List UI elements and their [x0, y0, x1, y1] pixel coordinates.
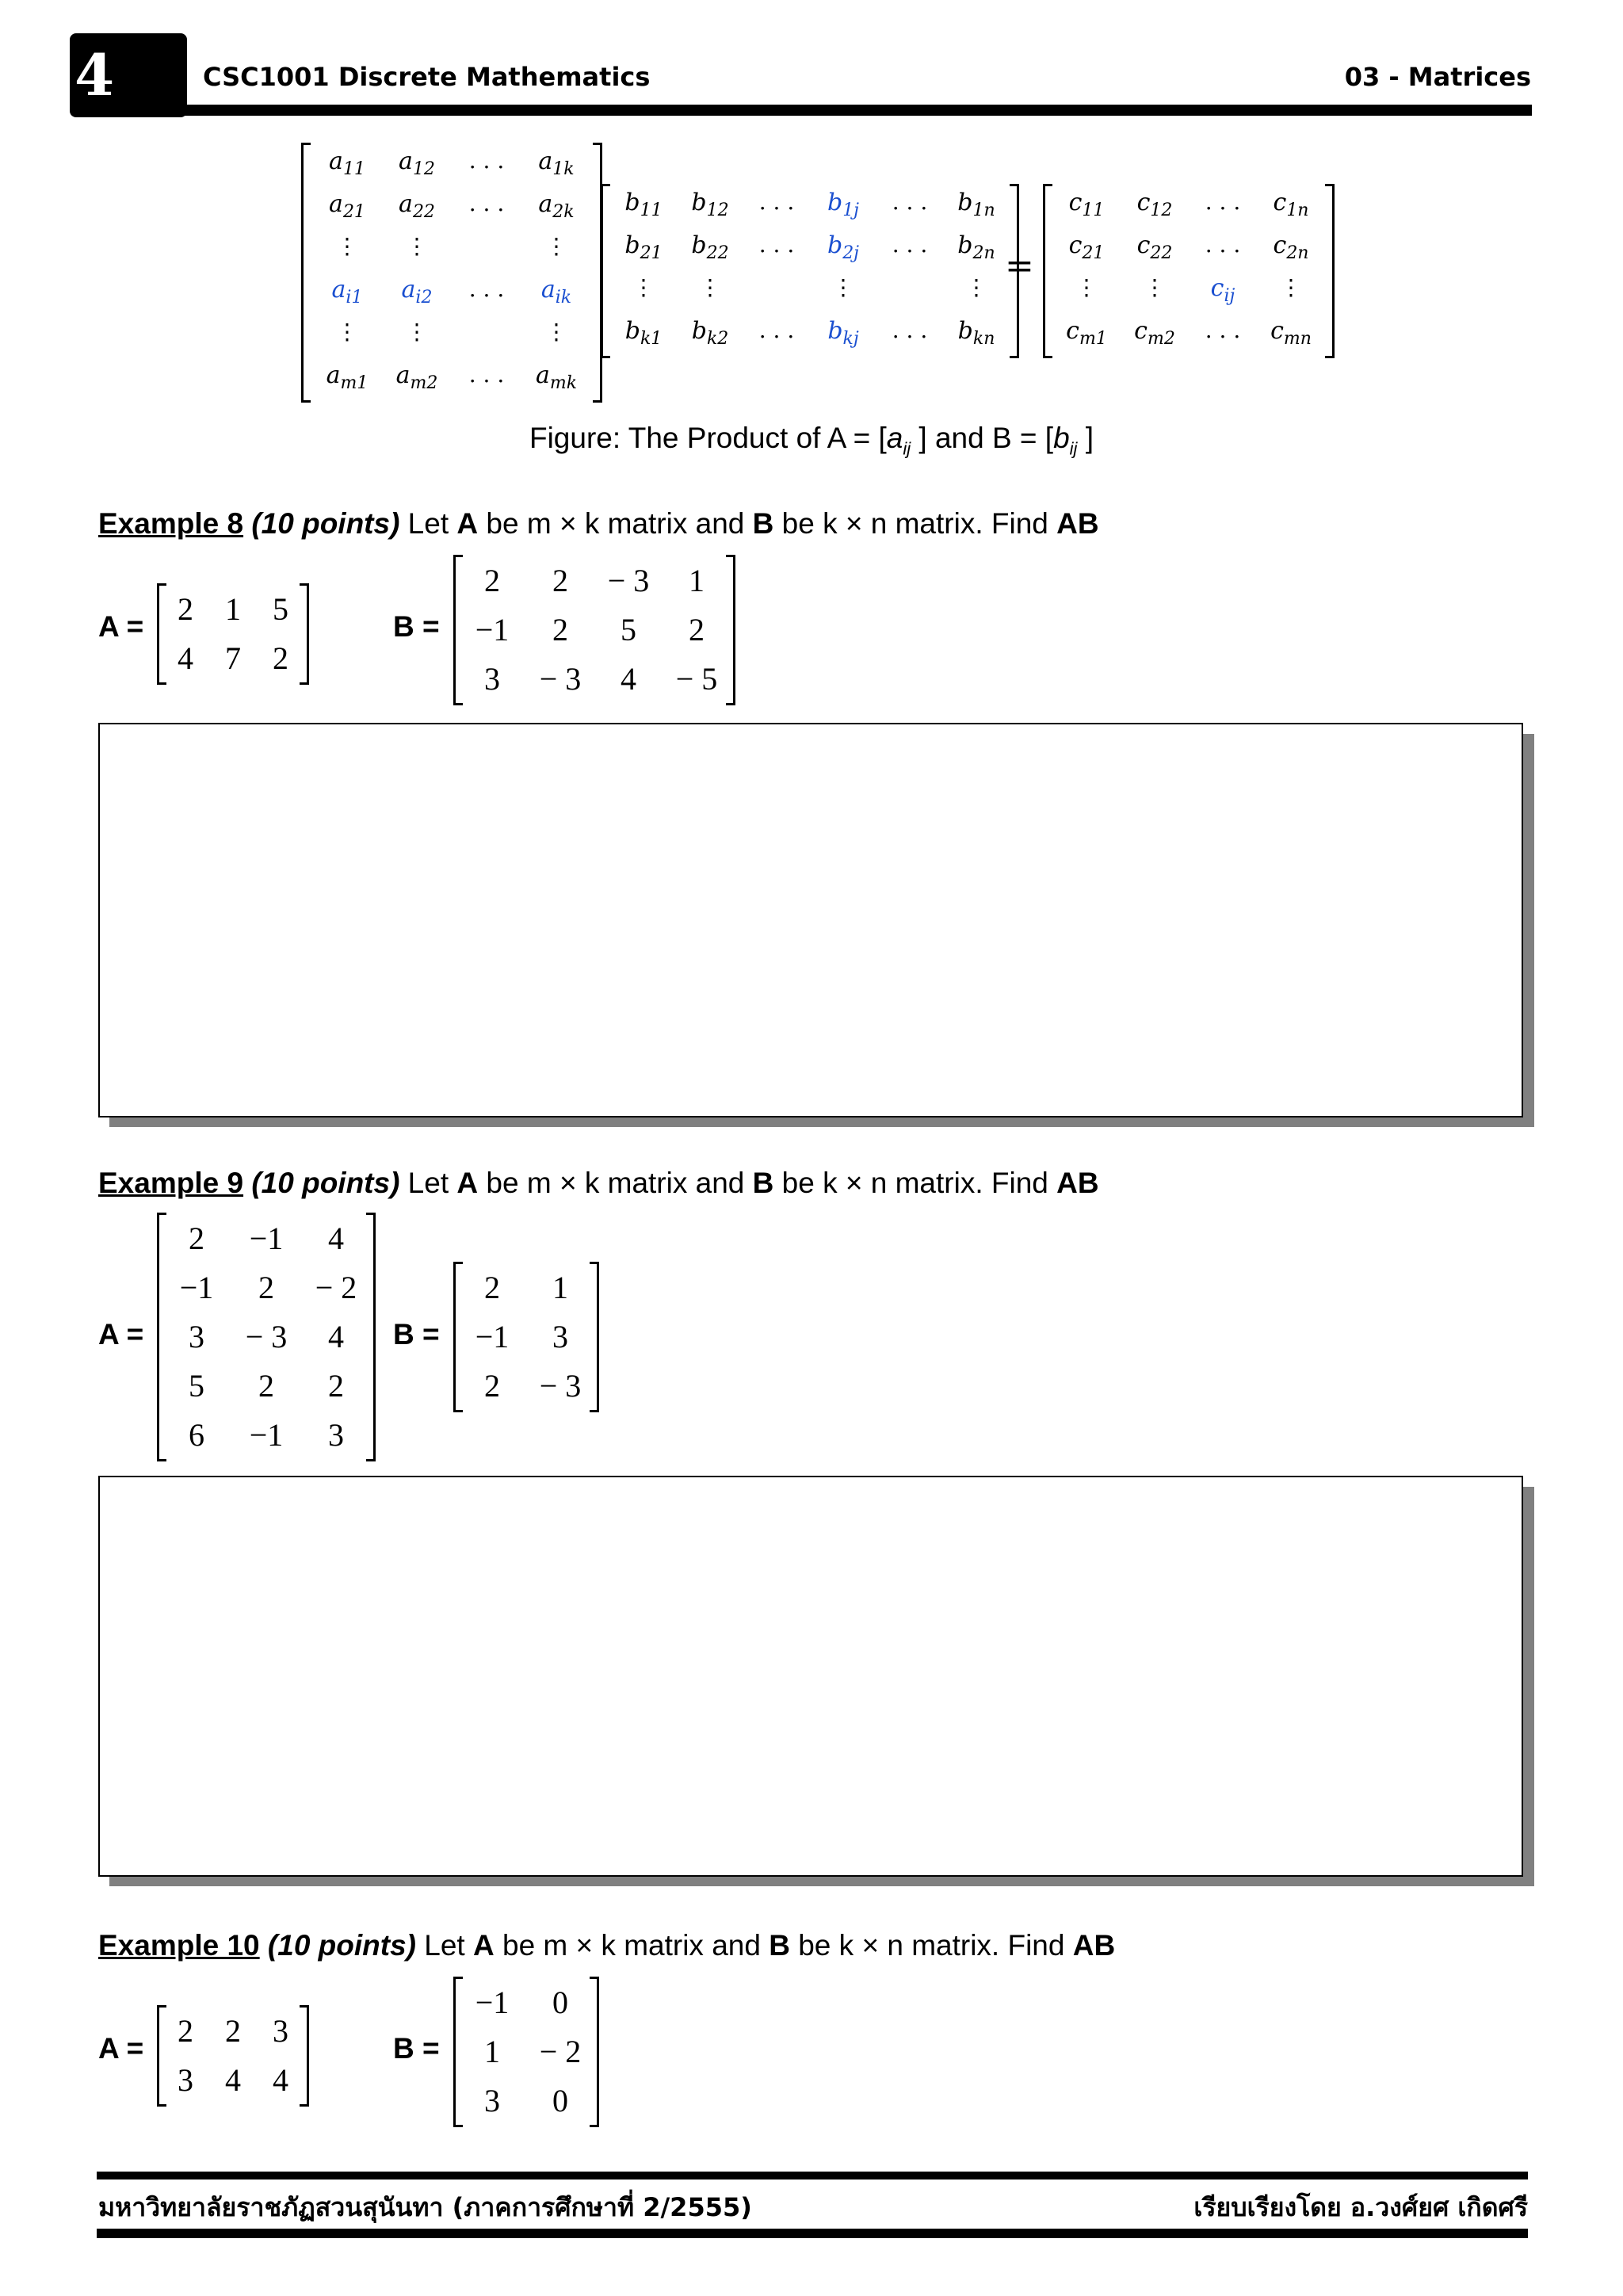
example-8-title: Example 8 (10 points) Let A be m × k matrix and B be k × n matrix. Find AB	[98, 507, 1099, 540]
matrix-entry: 0	[552, 1985, 568, 2020]
matrix-entry: − 3	[539, 1368, 582, 1404]
matrix-entry: 5	[273, 591, 288, 627]
footer-bottom-rule	[97, 2229, 1528, 2238]
matrix-entry: 5	[189, 1368, 204, 1404]
matrix-entry: 2	[178, 2013, 193, 2049]
matrix-entry: $c_{mn}$	[1270, 317, 1312, 349]
example-10-matrix-b	[453, 1977, 599, 2127]
matrix-entry: − 3	[539, 661, 582, 697]
matrix-right-bracket	[1325, 184, 1335, 358]
example-10-a-label: A =	[98, 2032, 144, 2065]
matrix-entry: 1	[552, 1270, 568, 1305]
matrix-entry: 4	[328, 1319, 344, 1354]
matrix-entry: $c_{11}$	[1068, 189, 1105, 220]
matrix-entry: $b_{22}$	[691, 231, 729, 263]
matrix-entry: $a_{12}$	[399, 147, 435, 179]
header-rule	[181, 105, 1532, 116]
matrix-entry: ⋮	[832, 274, 854, 300]
matrix-entry: $b_{k2}$	[691, 317, 729, 349]
matrix-entry: $a_{mk}$	[535, 361, 578, 393]
matrix-entry: 3	[552, 1319, 568, 1354]
matrix-entry: 3	[484, 661, 500, 697]
figure-caption: Figure: The Product of $A = [a_{ij}$ ] and $B = [b_{ij}$ ]	[529, 422, 1094, 459]
example-9-matrix-a	[157, 1213, 376, 1461]
matrix-entry: $a_{22}$	[399, 190, 435, 222]
matrix-entry: $a_{11}$	[329, 147, 365, 179]
figure-matrix-c	[1043, 184, 1335, 358]
matrix-entry: $a_{i2}$	[401, 276, 433, 308]
matrix-entry: 1	[689, 563, 705, 598]
footer-top-rule	[97, 2172, 1528, 2179]
example-9-a-label: A =	[98, 1318, 144, 1350]
matrix-entry: ⋮	[545, 319, 567, 345]
figure-matrix-b	[601, 184, 1019, 358]
matrix-entry: 4	[225, 2062, 241, 2098]
matrix-entry: $a_{m2}$	[395, 361, 438, 393]
matrix-entry: −1	[179, 1270, 214, 1305]
matrix-entry: $c_{22}$	[1136, 231, 1173, 263]
matrix-entry: −1	[249, 1221, 284, 1256]
matrix-entry: $c_{12}$	[1136, 189, 1173, 220]
matrix-entry: $c_{m1}$	[1066, 317, 1107, 349]
matrix-entry: 2	[552, 563, 568, 598]
chapter-title: 03 - Matrices	[1344, 62, 1531, 92]
example-10-matrix-a	[157, 2005, 309, 2107]
equals-sign: =	[1005, 246, 1034, 286]
matrix-entry: . . .	[468, 276, 505, 302]
matrix-entry: 2	[273, 640, 288, 676]
matrix-entry: $b_{2n}$	[957, 231, 995, 263]
matrix-entry: $a_{i1}$	[331, 276, 363, 308]
matrix-entry: 2	[484, 563, 500, 598]
example-8-matrix-a	[157, 583, 309, 685]
matrix-entry: $a_{ik}$	[540, 276, 572, 308]
matrix-entry: . . .	[758, 189, 795, 215]
example-8-matrix-b	[453, 555, 735, 705]
matrix-entry: −1	[475, 1319, 510, 1354]
matrix-entry: . . .	[1205, 231, 1241, 258]
matrix-entry: 2	[225, 2013, 241, 2049]
footer-university: มหาวิทยาลัยราชภัฏสวนสุนันทา (ภาคการศึกษาที่ 2/2555)	[98, 2192, 752, 2222]
matrix-entry: . . .	[1205, 317, 1241, 343]
matrix-entry: 2	[552, 612, 568, 648]
matrix-entry: ⋮	[545, 233, 567, 259]
example-9-matrix-b	[453, 1262, 599, 1412]
matrix-entry: . . .	[1205, 189, 1241, 215]
matrix-entry: $b_{1n}$	[957, 189, 995, 220]
matrix-entry: $c_{21}$	[1068, 231, 1105, 263]
footer-author: เรียบเรียงโดย อ.วงศ์ยศ เกิดศรี	[1193, 2192, 1528, 2222]
matrix-entry: −1	[249, 1417, 284, 1453]
course-title: CSC1001 Discrete Mathematics	[203, 62, 651, 92]
matrix-entry: $c_{1n}$	[1273, 189, 1309, 220]
matrix-entry: $a_{m1}$	[326, 361, 369, 393]
matrix-entry: 5	[621, 612, 636, 648]
example-8-answer-box[interactable]	[98, 723, 1523, 1117]
matrix-entry: 2	[484, 1368, 500, 1404]
matrix-entry: − 2	[539, 2034, 582, 2069]
matrix-entry: −1	[475, 1985, 510, 2020]
example-9-title: Example 9 (10 points) Let A be m × k matrix and B be k × n matrix. Find AB	[98, 1167, 1099, 1199]
matrix-entry: − 2	[315, 1270, 357, 1305]
matrix-left-bracket	[301, 143, 311, 403]
matrix-entry: 2	[484, 1270, 500, 1305]
matrix-entry: − 3	[245, 1319, 288, 1354]
example-8-b-label: B =	[393, 610, 440, 643]
matrix-entry: 4	[273, 2062, 288, 2098]
example-9-answer-box[interactable]	[98, 1476, 1523, 1877]
matrix-entry: ⋮	[1075, 274, 1098, 300]
matrix-entry: − 3	[607, 563, 650, 598]
matrix-entry: ⋮	[965, 274, 987, 300]
matrix-entry: $c_{m2}$	[1134, 317, 1175, 349]
matrix-entry: ⋮	[406, 233, 428, 259]
matrix-entry: . . .	[892, 231, 928, 258]
matrix-entry: 4	[621, 661, 636, 697]
matrix-entry: . . .	[892, 317, 928, 343]
matrix-entry: 3	[189, 1319, 204, 1354]
example-8-a-label: A =	[98, 610, 144, 643]
matrix-entry: $c_{2n}$	[1273, 231, 1309, 263]
matrix-entry: ⋮	[336, 319, 358, 345]
matrix-entry: $c_{ij}$	[1210, 274, 1235, 306]
matrix-entry: ⋮	[1144, 274, 1166, 300]
matrix-entry: ⋮	[632, 274, 655, 300]
matrix-entry: 3	[273, 2013, 288, 2049]
matrix-entry: $b_{21}$	[624, 231, 663, 263]
matrix-entry: 3	[178, 2062, 193, 2098]
matrix-entry: − 5	[675, 661, 718, 697]
matrix-entry: $a_{2k}$	[538, 190, 575, 222]
matrix-entry: 6	[189, 1417, 204, 1453]
matrix-entry: 2	[328, 1368, 344, 1404]
matrix-entry: $a_{21}$	[329, 190, 365, 222]
matrix-entry: 3	[484, 2083, 500, 2118]
matrix-entry: $b_{11}$	[624, 189, 663, 220]
matrix-entry: $b_{kj}$	[827, 317, 859, 349]
matrix-entry: 1	[225, 591, 241, 627]
matrix-entry: . . .	[468, 147, 505, 174]
matrix-left-bracket	[601, 184, 610, 358]
matrix-entry: 2	[258, 1270, 274, 1305]
matrix-entry: 1	[484, 2034, 500, 2069]
example-10-b-label: B =	[393, 2032, 440, 2065]
matrix-entry: . . .	[468, 361, 505, 388]
matrix-entry: . . .	[468, 190, 505, 216]
matrix-entry: ⋮	[1280, 274, 1302, 300]
matrix-entry: $b_{1j}$	[827, 189, 860, 220]
matrix-entry: 2	[178, 591, 193, 627]
matrix-entry: ⋮	[336, 233, 358, 259]
matrix-entry: . . .	[758, 317, 795, 343]
matrix-entry: 2	[689, 612, 705, 648]
figure-matrix-a	[301, 143, 602, 403]
matrix-entry: 4	[178, 640, 193, 676]
matrix-entry: 4	[328, 1221, 344, 1256]
matrix-entry: $b_{12}$	[691, 189, 729, 220]
example-10-title: Example 10 (10 points) Let A be m × k matrix and B be k × n matrix. Find AB	[98, 1929, 1116, 1962]
example-9-b-label: B =	[393, 1318, 440, 1350]
matrix-entry: 3	[328, 1417, 344, 1453]
matrix-entry: 2	[258, 1368, 274, 1404]
matrix-entry: . . .	[892, 189, 928, 215]
matrix-entry: $b_{kn}$	[957, 317, 995, 349]
matrix-entry: 7	[225, 640, 241, 676]
matrix-entry: 0	[552, 2083, 568, 2118]
matrix-entry: $a_{1k}$	[538, 147, 575, 179]
matrix-entry: 2	[189, 1221, 204, 1256]
matrix-entry: ⋮	[699, 274, 721, 300]
matrix-left-bracket	[1043, 184, 1052, 358]
matrix-entry: . . .	[758, 231, 795, 258]
matrix-entry: $b_{2j}$	[827, 231, 860, 263]
matrix-entry: $b_{k1}$	[624, 317, 663, 349]
page-number: 4	[74, 41, 115, 109]
matrix-entry: −1	[475, 612, 510, 648]
matrix-entry: ⋮	[406, 319, 428, 345]
